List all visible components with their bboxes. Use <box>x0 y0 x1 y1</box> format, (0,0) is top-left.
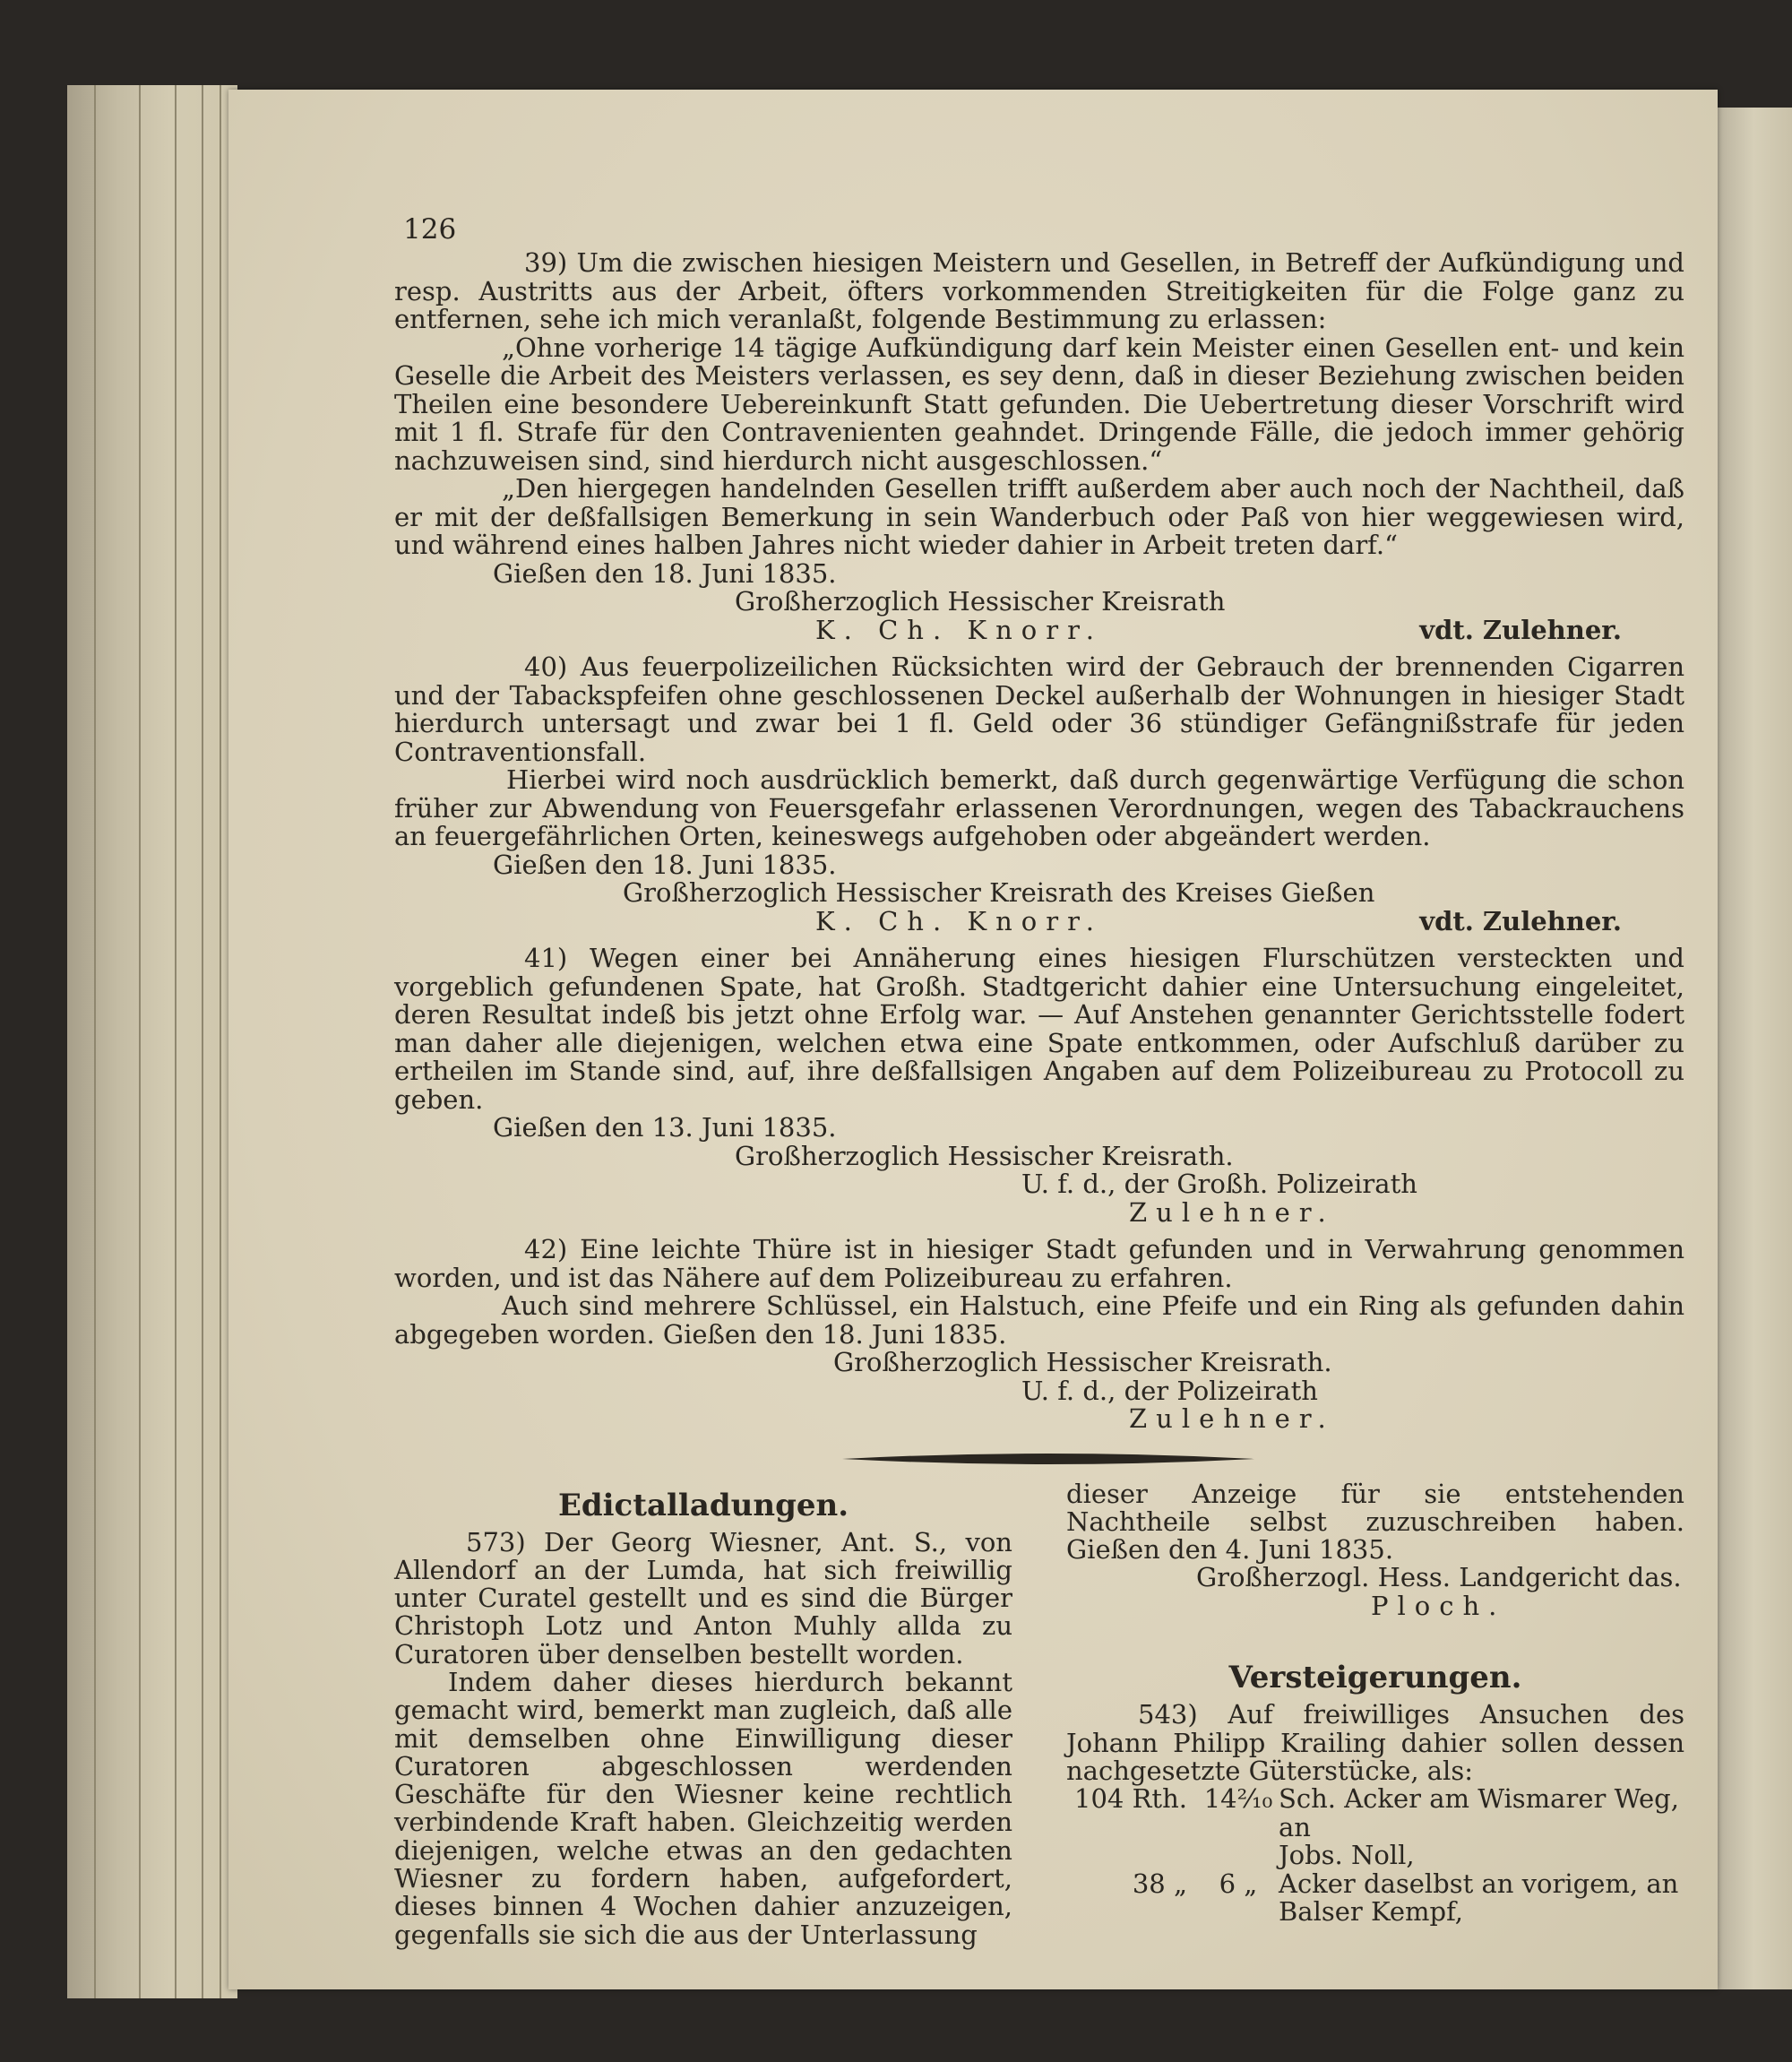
auction-item-size: 14²⁄₁₀ <box>1203 1783 1273 1815</box>
notice-41-para-1: 41) Wegen einer bei Annäherung eines hiesigen Flurschützen versteckten und vorgeblich gefundenen Spate, hat Großh. Stadtgericht dahier eine Untersuchung eingeleitet, deren Resultat indeß bis jetzt ohne Erfolg war. — Auf Anstehen genannter Gerichtsstelle fodert man daher alle diejenigen, welchen etwa eine Spate entkommen, oder Aufschluß darüber zu ertheilen im Stande sind, auf, ihre deßfallsigen Angaben auf dem Polizeibureau zu Protocoll zu geben. <box>394 943 1684 1115</box>
notice-41-sub: U. f. d., der Großh. Polizeirath <box>1021 1169 1417 1199</box>
page-number: 126 <box>403 213 457 246</box>
auction-item-amount <box>1066 1842 1198 1870</box>
notice-39-date: Gießen den 18. Juni 1835. <box>493 557 837 589</box>
notice-39-para-3: „Den hiergegen handelnden Gesellen trifft außerdem aber auch noch der Nachtheil, daß er mit der deßfallsigen Bemerkung in sein Wanderbuch oder Paß von hier weggewiesen wird, und während eines halben Jahres nicht wieder dahier in Arbeit treten darf.“ <box>394 473 1684 560</box>
auction-item-row <box>1066 1785 1684 1842</box>
notice-42-signer: Zulehner. <box>1129 1403 1335 1434</box>
versteigerungen-heading: Versteigerungen. <box>1228 1660 1522 1696</box>
notice-39 <box>394 249 1684 644</box>
notice-42-para-2: Auch sind mehrere Schlüssel, ein Halstuch, eine Pfeife und ein Ring als gefunden dahin abgegeben worden. Gießen den 18. Juni 1835. <box>394 1290 1684 1350</box>
notice-40-date: Gießen den 18. Juni 1835. <box>493 849 837 880</box>
auction-item-size <box>1198 1842 1279 1870</box>
notice-42-para-1: 42) Eine leichte Thüre ist in hiesiger Stadt gefunden und in Verwahrung genommen worden, und ist das Nähere auf dem Polizeibureau zu erfahren. <box>394 1234 1684 1293</box>
notice-40-para-1: 40) Aus feuerpolizeilichen Rücksichten wird der Gebrauch der brennenden Cigarren und der Tabackspfeifen ohne geschlossenen Deckel außerhalb der Wohnungen in hiesiger Stadt hierdurch untersagt und zwar bei 1 fl. Geld oder 36 stündiger Gefängnißstrafe für jeden Contraventionsfall. <box>394 651 1684 767</box>
notice-41-authority: Großherzoglich Hessischer Kreisrath. <box>735 1140 1234 1171</box>
auction-item-desc: Acker daselbst an vorigem, an <box>1279 1868 1679 1899</box>
edictalladungen-heading: Edictalladungen. <box>557 1487 849 1523</box>
auction-item-amount: 104 Rth. <box>1074 1783 1187 1815</box>
page-content <box>394 249 1684 1949</box>
facing-page-edge <box>1716 108 1792 1989</box>
auction-item-desc: Sch. Acker am Wismarer Weg, an <box>1279 1783 1679 1842</box>
left-column <box>394 1480 1012 1949</box>
auction-item-row <box>1066 1842 1684 1870</box>
notice-41 <box>394 945 1684 1227</box>
notice-41-signer: Zulehner. <box>1129 1196 1335 1228</box>
notice-39-authority: Großherzoglich Hessischer Kreisrath <box>735 586 1226 617</box>
edict-573-para-2: Indem daher dieses hierdurch bekannt gemacht wird, bemerkt man zugleich, daß alle mit demselben ohne Einwilligung dieser Curatoren abgeschlossen werdenden Geschäfte für den Wiesner keine rechtlich verbindende Kraft haben. Gleichzeitig werden diejenigen, welche etwas an den gedachten Wiesner zu fordern haben, aufgefordert, dieses binnen 4 Wochen dahier anzuzeigen, gegenfalls sie sich die aus der Unterlassung <box>394 1666 1012 1950</box>
edict-573-para-1: 573) Der Georg Wiesner, Ant. S., von Allendorf an der Lumda, hat sich freiwillig unter Curatel gestellt und es sind die Bürger Christoph Lotz und Anton Muhly allda zu Curatoren über denselben bestellt worden. <box>394 1526 1012 1669</box>
notice-41-date: Gießen den 13. Juni 1835. <box>493 1112 837 1143</box>
auction-item-amount <box>1066 1898 1198 1927</box>
notice-39-vdt: vdt. Zulehner. <box>1419 614 1622 645</box>
notice-40-signer: K. Ch. Knorr. <box>815 905 1103 936</box>
edict-573-continuation: dieser Anzeige für sie entstehenden Nachtheile selbst zuzuschreiben haben. Gießen den 4. Juni 1835. <box>1066 1478 1684 1566</box>
auction-item-row <box>1066 1898 1684 1927</box>
notice-42 <box>394 1236 1684 1434</box>
notice-39-signer: K. Ch. Knorr. <box>815 614 1103 645</box>
notice-42-authority: Großherzoglich Hessischer Kreisrath. <box>833 1347 1332 1377</box>
auction-543-para: 543) Auf freiwilliges Ansuchen des Johann Philipp Krailing dahier sollen dessen nachgesetzte Güterstücke, als: <box>1066 1699 1684 1786</box>
notice-40-para-2: Hierbei wird noch ausdrücklich bemerkt, daß durch gegenwärtige Verfügung die schon früher zur Abwendung von Feuersgefahr erlassenen Verordnungen, wegen des Tabackrauchens an feuergefährlichen Orten, keineswegs aufgehoben oder abgeändert werden. <box>394 764 1684 851</box>
right-column <box>1066 1480 1684 1949</box>
auction-item-desc: Jobs. Noll, <box>1279 1840 1415 1871</box>
auction-item-row <box>1066 1870 1684 1899</box>
notice-40-authority: Großherzoglich Hessischer Kreisrath des Kreises Gießen <box>623 877 1375 908</box>
auction-item-size <box>1198 1898 1279 1927</box>
auction-item-size: 6 „ <box>1219 1868 1258 1899</box>
edict-573-signer: Ploch. <box>1371 1590 1506 1621</box>
notice-40 <box>394 653 1684 936</box>
notice-39-para-1: 39) Um die zwischen hiesigen Meistern und Gesellen, in Betreff der Aufkündigung und resp. Austritts aus der Arbeit, öfters vorkommenden Streitigkeiten für die Folge ganz zu entfernen, sehe ich mich veranlaßt, folgende Bestimmung zu erlassen: <box>394 247 1684 334</box>
notice-39-para-2: „Ohne vorherige 14 tägige Aufkündigung darf kein Meister einen Gesellen ent- und kein Geselle die Arbeit des Meisters verlassen, es sey denn, daß in dieser Beziehung zwischen beiden Theilen eine besondere Uebereinkunft Statt gefunden. Die Uebertretung dieser Vorschrift wird mit 1 fl. Strafe für den Contravenienten geahndet. Dringende Fälle, die jedoch immer gehörig nachzuweisen sind, sind hierdurch nicht ausgeschlossen.“ <box>394 332 1684 476</box>
auction-item-amount: 38 „ <box>1132 1868 1187 1899</box>
section-divider <box>394 1439 1684 1480</box>
edict-573-authority: Großherzogl. Hess. Landgericht das. <box>1196 1562 1682 1593</box>
book-page-edges <box>67 85 237 1998</box>
auction-item-desc: Balser Kempf, <box>1279 1896 1464 1928</box>
notice-42-sub: U. f. d., der Polizeirath <box>1021 1375 1318 1406</box>
notice-40-vdt: vdt. Zulehner. <box>1419 905 1622 936</box>
